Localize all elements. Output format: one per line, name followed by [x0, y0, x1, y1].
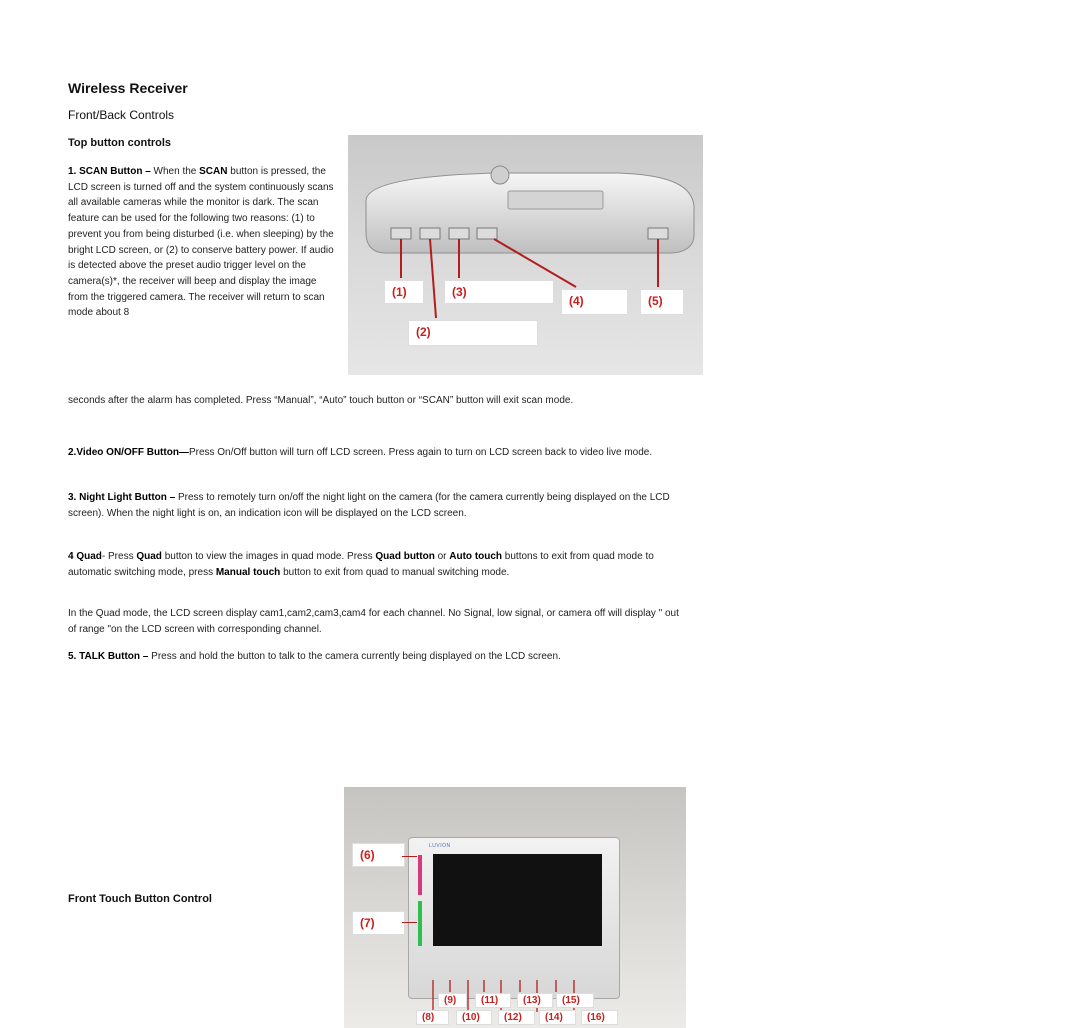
front-touch-label: Front Touch Button Control — [68, 893, 212, 905]
receiver-top-figure — [348, 135, 703, 375]
callout-13: (13) — [517, 993, 553, 1008]
callout-11: (11) — [475, 993, 511, 1008]
callout-12: (12) — [498, 1010, 535, 1025]
callout-16: (16) — [581, 1010, 618, 1025]
page-title: Wireless Receiver — [68, 80, 188, 96]
callout-9: (9) — [438, 993, 467, 1008]
callout-4: (4) — [561, 289, 628, 315]
callout-1: (1) — [384, 280, 424, 304]
scan-paragraph-cont: seconds after the alarm has completed. Press “Manual”, “Auto” touch button or “SCAN” button will exit scan mode. — [68, 395, 574, 406]
callout-7: (7) — [352, 911, 405, 935]
talk-paragraph: 5. TALK Button – Press and hold the button to talk to the camera currently being displayed on the LCD screen. — [68, 651, 561, 662]
quad-paragraph: 4 Quad- Press Quad button to view the images in quad mode. Press Quad button or Auto touch buttons to exit from quad mode to automatic switching mode, press Manual touch button to exit from quad to manual switching mode. — [68, 551, 654, 578]
scan-paragraph: 1. SCAN Button – When the SCAN button is pressed, the LCD screen is turned off and the system continuously scans all available cameras while the monitor is dark. The scan feature can be used for the following two reasons: (1) to prevent you from being disturbed (i.e. when sleeping) by the bright LCD screen, or (2) to conserve battery power. If audio is detected above the preset audio trigger level on the camera(s)*, the receiver will beep and display the image from the triggered camera. The receiver will return to scan mode about 8 — [68, 166, 334, 319]
video-paragraph: 2.Video ON/OFF Button—Press On/Off button will turn off LCD screen. Press again to turn on LCD screen back to video live mode. — [68, 447, 653, 458]
callout-14: (14) — [539, 1010, 576, 1025]
callout-3: (3) — [444, 280, 554, 304]
page-subtitle: Front/Back Controls — [68, 108, 175, 122]
quad-note-paragraph: In the Quad mode, the LCD screen display cam1,cam2,cam3,cam4 for each channel. No Signal, low signal, or camera off will display " out of range "on the LCD screen with corresponding channel. — [68, 608, 679, 635]
callout-2: (2) — [408, 320, 538, 346]
section-heading-top: Top button controls — [68, 137, 172, 149]
brand-logo: LUVION — [429, 843, 451, 849]
receiver-front-figure — [344, 787, 686, 1028]
callout-8: (8) — [416, 1010, 449, 1025]
scan-lead: 1. SCAN Button – — [68, 166, 151, 177]
bottom-leader-lines — [344, 787, 686, 1028]
callout-6: (6) — [352, 843, 405, 867]
callout-5: (5) — [640, 289, 684, 315]
callout-10: (10) — [456, 1010, 492, 1025]
night-light-paragraph: 3. Night Light Button – Press to remotely turn on/off the night light on the camera (for the camera currently being displayed on the LCD screen). When the night light is on, an indication icon will be displayed on the LCD screen. — [68, 492, 670, 519]
callout-15: (15) — [556, 993, 594, 1008]
